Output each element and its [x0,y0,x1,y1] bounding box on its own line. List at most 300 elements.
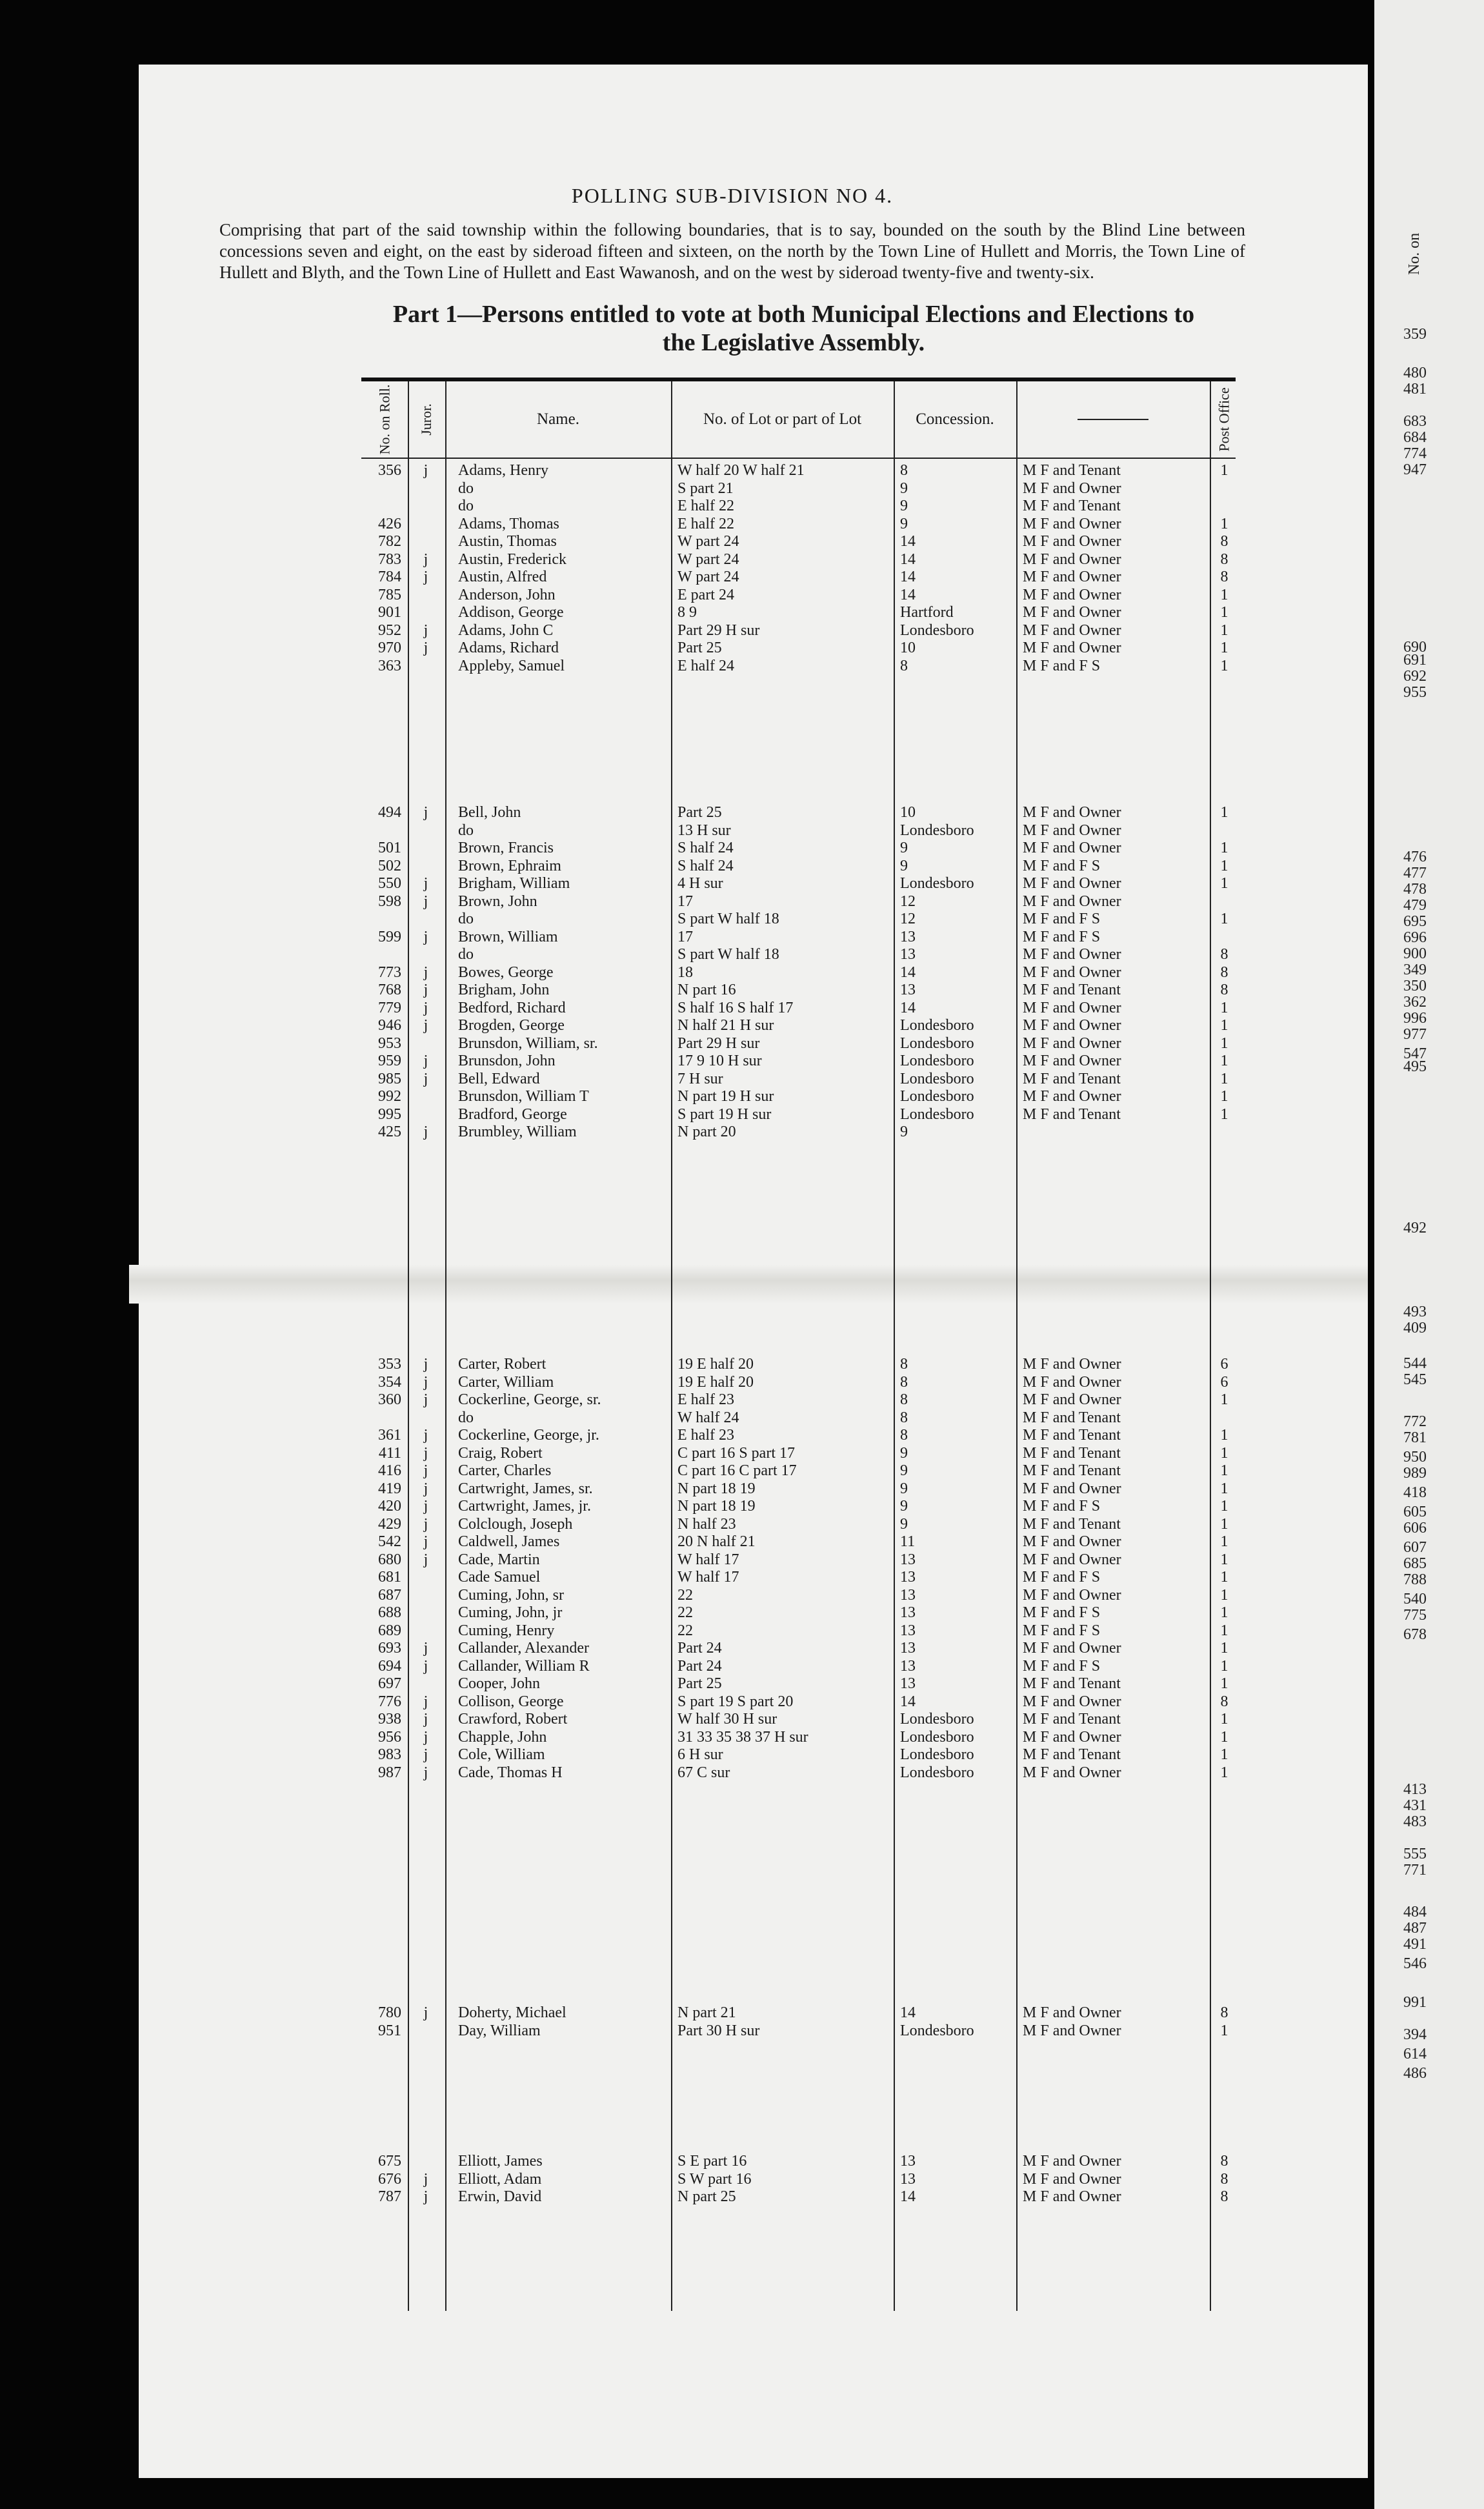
lot-description: N part 18 19 [677,1498,756,1515]
concession: 13 [900,1604,916,1621]
table-row [361,1017,1239,1034]
lot-description: 31 33 35 38 37 H sur [677,1728,808,1746]
roll-number: 783 [378,550,401,568]
post-office: 1 [1220,1480,1228,1497]
qualification: M F and Owner [1023,1088,1121,1105]
qualification: M F and Tenant [1023,982,1121,998]
voter-name: Adams, John C [458,621,554,639]
voter-name: Adams, Henry [458,462,548,479]
table-row [361,2004,1239,2022]
table-row [361,533,1239,550]
concession: 13 [900,982,916,998]
concession: Londesboro [900,1017,974,1034]
roll-number: 598 [378,892,401,910]
table-row [361,1746,1239,1764]
lot-description: W half 17 [677,1551,739,1568]
adjacent-page-number: 955 [1403,684,1427,701]
voter-name: Bell, Edward [458,1070,540,1087]
roll-number: 780 [378,2004,401,2021]
voter-name: do [458,479,474,497]
concession: 14 [900,999,916,1016]
qualification: M F and Tenant [1023,1746,1121,1763]
table-row [361,1604,1239,1622]
juror-mark: j [423,1124,428,1140]
concession: Londesboro [900,621,974,639]
concession: 13 [900,2153,916,2170]
roll-number: 501 [378,840,401,856]
voter-name: do [458,821,474,839]
juror-mark: j [423,1764,428,1781]
voter-name: Brunsdon, John [458,1053,556,1069]
adjacent-page-number: 359 [1403,326,1427,343]
post-office: 1 [1220,1017,1228,1034]
concession: 9 [900,1498,908,1515]
adjacent-page-number: 771 [1403,1862,1427,1879]
roll-number: 951 [378,2022,401,2039]
adjacent-page-number: 606 [1403,1520,1427,1537]
lot-description: W half 30 H sur [677,1711,777,1728]
adjacent-page-number: 394 [1403,2026,1427,2043]
table-row [361,2171,1239,2188]
concession: Londesboro [900,1034,974,1052]
post-office: 1 [1220,586,1228,603]
post-office: 1 [1220,911,1228,927]
table-row [361,1356,1239,1373]
voter-name: Brown, William [458,928,558,945]
adjacent-page-number: 545 [1403,1371,1427,1388]
voter-name: Cartwright, James, sr. [458,1480,593,1497]
roll-number: 946 [378,1017,401,1034]
adjacent-page-number: 350 [1403,978,1427,994]
concession: 9 [900,479,908,497]
concession: 13 [900,1640,916,1657]
adjacent-page-number: 977 [1403,1026,1427,1043]
lot-description: E half 22 [677,498,734,514]
concession: Londesboro [900,2022,974,2039]
adjacent-page-edge [1374,0,1484,2509]
concession: 10 [900,804,916,821]
roll-number: 429 [378,1515,401,1533]
qualification: M F and Owner [1023,479,1121,497]
table-row [361,1445,1239,1462]
post-office: 1 [1220,857,1228,874]
lot-description: 67 C sur [677,1764,730,1781]
concession: 8 [900,1373,908,1391]
lot-description: Part 30 H sur [677,2022,760,2039]
roll-number: 953 [378,1034,401,1052]
juror-mark: j [423,1746,428,1763]
lot-description: N half 21 H sur [677,1017,774,1034]
roll-number: 416 [378,1462,401,1479]
qualification: M F and Owner [1023,999,1121,1016]
post-office: 1 [1220,1462,1228,1479]
post-office: 1 [1220,1088,1228,1105]
roll-number: 983 [378,1746,401,1763]
lot-description: 4 H sur [677,875,723,892]
adjacent-page-number: 480 [1403,365,1427,381]
qualification: M F and Tenant [1023,1409,1121,1426]
table-row [361,1587,1239,1604]
table-row [361,1516,1239,1533]
concession-column-header: Concession. [916,410,994,428]
qualification: M F and Owner [1023,1391,1121,1408]
qualification: M F and Owner [1023,804,1121,821]
table-row [361,893,1239,911]
table-row [361,640,1239,657]
voter-name: Cooper, John [458,1675,541,1692]
qualification: M F and F S [1023,1569,1101,1586]
post-office: 8 [1220,2153,1228,2170]
juror-mark: j [423,569,428,585]
voter-name: Callander, William R [458,1657,590,1675]
lot-description: S part 19 H sur [677,1105,772,1123]
post-office: 1 [1220,621,1228,639]
post-office: 1 [1220,1105,1228,1123]
voter-name: Anderson, John [458,586,556,603]
concession: 14 [900,533,916,550]
qualification: M F and F S [1023,1498,1101,1515]
concession: 14 [900,586,916,603]
qualification: M F and Owner [1023,640,1121,656]
lot-description: S half 24 [677,840,734,856]
roll-number: 360 [378,1391,401,1408]
roll-number: 426 [378,515,401,532]
adjacent-page-number: 691 [1403,652,1427,669]
table-row [361,1374,1239,1391]
voter-name: Crawford, Robert [458,1711,568,1728]
roll-number: 419 [378,1480,401,1497]
qualification: M F and Tenant [1023,1675,1121,1692]
qualification: M F and Owner [1023,2022,1121,2039]
concession: Londesboro [900,1746,974,1763]
voter-name: Cuming, John, jr [458,1604,563,1621]
qualification: M F and Owner [1023,2170,1121,2188]
table-row [361,982,1239,999]
juror-mark: j [423,1498,428,1515]
lot-description: 22 [677,1622,693,1639]
voter-name: Day, William [458,2022,541,2039]
table-row [361,462,1239,479]
lot-description: Part 25 [677,804,722,821]
post-office: 1 [1220,1034,1228,1052]
lot-description: N part 18 19 [677,1480,756,1497]
lot-description: 13 H sur [677,821,731,839]
qualification: M F and Owner [1023,1356,1121,1373]
post-office: 1 [1220,2022,1228,2039]
post-office: 1 [1220,804,1228,821]
voter-name: Bedford, Richard [458,999,566,1016]
table-row [361,1533,1239,1551]
qualification: M F and Owner [1023,875,1121,892]
post-office: 1 [1220,1533,1228,1550]
qualification: M F and Tenant [1023,1711,1121,1728]
table-row [361,1124,1239,1141]
qualification: M F and Owner [1023,550,1121,568]
voter-name: Addison, George [458,604,564,621]
adjacent-page-number: 692 [1403,668,1427,685]
lot-description: S half 24 [677,857,734,874]
roll-number: 959 [378,1053,401,1069]
lot-description: 22 [677,1604,693,1621]
qualification: M F and Owner [1023,1053,1121,1069]
post-office: 1 [1220,1728,1228,1746]
voter-name: Callander, Alexander [458,1640,589,1657]
adjacent-page-number: 614 [1403,2046,1427,2062]
post-office: 1 [1220,1764,1228,1781]
juror-mark: j [423,1711,428,1728]
voters-list-table [361,378,1236,2311]
roll-number: 776 [378,1693,401,1710]
juror-mark: j [423,1693,428,1710]
juror-mark: j [423,963,428,981]
juror-mark: j [423,804,428,821]
roll-number: 494 [378,804,401,821]
juror-mark: j [423,621,428,639]
juror-mark: j [423,462,428,479]
lot-description: E half 23 [677,1391,734,1408]
adjacent-page-number: 492 [1403,1220,1427,1236]
voter-name: Collison, George [458,1693,564,1710]
lot-description: Part 24 [677,1640,722,1657]
lot-description: S E part 16 [677,2153,747,2170]
concession: 9 [900,1480,908,1497]
adjacent-page-number: 484 [1403,1904,1427,1920]
concession: 14 [900,2188,916,2205]
juror-mark: j [423,982,428,998]
document-title: POLLING SUB-DIVISION NO 4. [571,184,894,207]
post-office: 8 [1220,550,1228,568]
concession: Londesboro [900,1764,974,1781]
table-row [361,1480,1239,1498]
table-row [361,929,1239,946]
qualification: M F and Tenant [1023,1515,1121,1533]
adjacent-page-number: 775 [1403,1607,1427,1624]
qualification: M F and F S [1023,1622,1101,1639]
qualification: M F and Owner [1023,1551,1121,1568]
adjacent-page-number: 690 [1403,639,1427,656]
voter-name: Brunsdon, William T [458,1088,589,1105]
roll-number: 768 [378,982,401,998]
voter-name: Cartwright, James, jr. [458,1498,591,1515]
concession: 8 [900,1391,908,1408]
voter-name: Cuming, Henry [458,1622,555,1639]
voter-name: Carter, Charles [458,1462,552,1479]
concession: 9 [900,857,908,874]
roll-number: 787 [378,2188,401,2205]
adjacent-page-number: 487 [1403,1920,1427,1937]
table-row [361,1764,1239,1782]
qualification: M F and Owner [1023,621,1121,639]
post-office: 1 [1220,1551,1228,1568]
adjacent-page-number: 495 [1403,1058,1427,1075]
adjacent-page-number: 696 [1403,929,1427,946]
post-office: 6 [1220,1373,1228,1391]
adjacent-page-number: 546 [1403,1955,1427,1972]
post-office: 8 [1220,946,1228,963]
table-row [361,604,1239,621]
lot-column-header: No. of Lot or part of Lot [703,410,862,428]
voter-name: do [458,498,474,514]
voter-name: Austin, Frederick [458,550,567,568]
table-row [361,622,1239,640]
qualification: M F and Owner [1023,963,1121,981]
table-row [361,1711,1239,1728]
lot-description: N part 16 [677,982,736,998]
juror-column-header: Juror. [418,403,434,436]
table-row [361,1106,1239,1124]
table-row [361,840,1239,857]
lot-description: Part 29 H sur [677,1034,760,1052]
post-office: 1 [1220,875,1228,892]
concession: 14 [900,963,916,981]
lot-description: C part 16 S part 17 [677,1444,795,1462]
post-office: 8 [1220,2170,1228,2188]
lot-description: N half 23 [677,1515,736,1533]
adjacent-page-number: 478 [1403,881,1427,898]
post-office: 6 [1220,1356,1228,1373]
qualification: M F and F S [1023,928,1101,945]
lot-description: W half 20 W half 21 [677,462,805,479]
voter-name: Austin, Thomas [458,533,557,550]
table-row [361,1551,1239,1569]
qualification: M F and Owner [1023,1586,1121,1604]
voter-name: Cole, William [458,1746,545,1763]
voter-name: Elliott, James [458,2153,543,2170]
roll-number: 697 [378,1675,401,1692]
voter-name: Brown, Francis [458,840,554,856]
voter-name: Austin, Alfred [458,569,547,585]
qualification: M F and Tenant [1023,1444,1121,1462]
juror-mark: j [423,1444,428,1462]
post-office: 1 [1220,1515,1228,1533]
roll-number: 356 [378,462,401,479]
roll-number: 599 [378,928,401,945]
roll-number: 354 [378,1373,401,1391]
adjacent-page-number: 607 [1403,1539,1427,1556]
concession: Londesboro [900,821,974,839]
adjacent-page-number: 491 [1403,1936,1427,1953]
roll-number: 502 [378,857,401,874]
name-column-header: Name. [537,410,579,428]
post-office: 1 [1220,1622,1228,1639]
post-office: 1 [1220,1604,1228,1621]
juror-mark: j [423,875,428,892]
adjacent-page-number: 476 [1403,849,1427,865]
juror-mark: j [423,640,428,656]
table-row [361,1729,1239,1746]
roll-number: 675 [378,2153,401,2170]
lot-description: 19 E half 20 [677,1356,754,1373]
post-office: 1 [1220,1053,1228,1069]
juror-mark: j [423,1462,428,1479]
adjacent-page-number: 684 [1403,429,1427,446]
table-row [361,658,1239,675]
juror-mark: j [423,1533,428,1550]
concession: 13 [900,1569,916,1586]
concession: 9 [900,840,908,856]
lot-description: S part 19 S part 20 [677,1693,794,1710]
concession: 14 [900,569,916,585]
juror-mark: j [423,2188,428,2205]
qualification: M F and Tenant [1023,1427,1121,1444]
juror-mark: j [423,1070,428,1087]
voter-name: Erwin, David [458,2188,542,2205]
post-office: 8 [1220,982,1228,998]
concession: 9 [900,1124,908,1140]
juror-mark: j [423,1480,428,1497]
concession: 13 [900,928,916,945]
voter-name: Cade, Martin [458,1551,540,1568]
roll-number: 785 [378,586,401,603]
lot-description: W half 17 [677,1569,739,1586]
adjacent-page-number: 479 [1403,897,1427,914]
qualification: M F and Owner [1023,821,1121,839]
concession: 13 [900,1657,916,1675]
post-office: 1 [1220,1640,1228,1657]
voter-name: do [458,946,474,963]
adjacent-page-number: 788 [1403,1571,1427,1588]
roll-number: 773 [378,963,401,981]
roll-number: 779 [378,999,401,1016]
table-row [361,1462,1239,1480]
qualification: M F and Owner [1023,1640,1121,1657]
juror-mark: j [423,2004,428,2021]
lot-description: E half 24 [677,657,734,674]
concession: 9 [900,1462,908,1479]
qualification: M F and Owner [1023,1373,1121,1391]
qualification: M F and Owner [1023,1693,1121,1710]
adjacent-page-number: 409 [1403,1320,1427,1336]
part-heading [358,300,1229,357]
qualification: M F and F S [1023,1604,1101,1621]
lot-description: N part 21 [677,2004,736,2021]
concession: 8 [900,1356,908,1373]
qualification: M F and F S [1023,857,1101,874]
juror-mark: j [423,1640,428,1657]
lot-description: W part 24 [677,533,739,550]
post-office: 1 [1220,1070,1228,1087]
voter-name: Brigham, John [458,982,550,998]
lot-description: W part 24 [677,550,739,568]
voter-name: Adams, Thomas [458,515,559,532]
part-heading-line-1: Part 1—Persons entitled to vote at both Municipal Elections and Elections to [392,301,1195,328]
roll-number: 992 [378,1088,401,1105]
table-row [361,1498,1239,1515]
post-office: 1 [1220,462,1228,479]
concession: 13 [900,2170,916,2188]
post-office: 1 [1220,1657,1228,1675]
post-office: 1 [1220,1427,1228,1444]
concession: Londesboro [900,1728,974,1746]
roll-number: 694 [378,1657,401,1675]
roll-number: 985 [378,1070,401,1087]
lot-description: 17 [677,892,693,910]
adjacent-page-number: No. on [1406,232,1423,276]
lot-description: 7 H sur [677,1070,723,1087]
roll-number: 687 [378,1586,401,1604]
adjacent-page-number: 477 [1403,865,1427,882]
adjacent-page-number: 493 [1403,1304,1427,1320]
qualification: M F and Owner [1023,1034,1121,1052]
concession: Londesboro [900,1070,974,1087]
concession: 9 [900,515,908,532]
voter-name: Adams, Richard [458,640,559,656]
adjacent-page-number: 544 [1403,1355,1427,1372]
part-heading-line-2: the Legislative Assembly. [662,329,925,356]
adjacent-page-number: 991 [1403,1994,1427,2011]
table-row [361,1569,1239,1586]
roll-column-header: No. on Roll. [376,384,393,455]
